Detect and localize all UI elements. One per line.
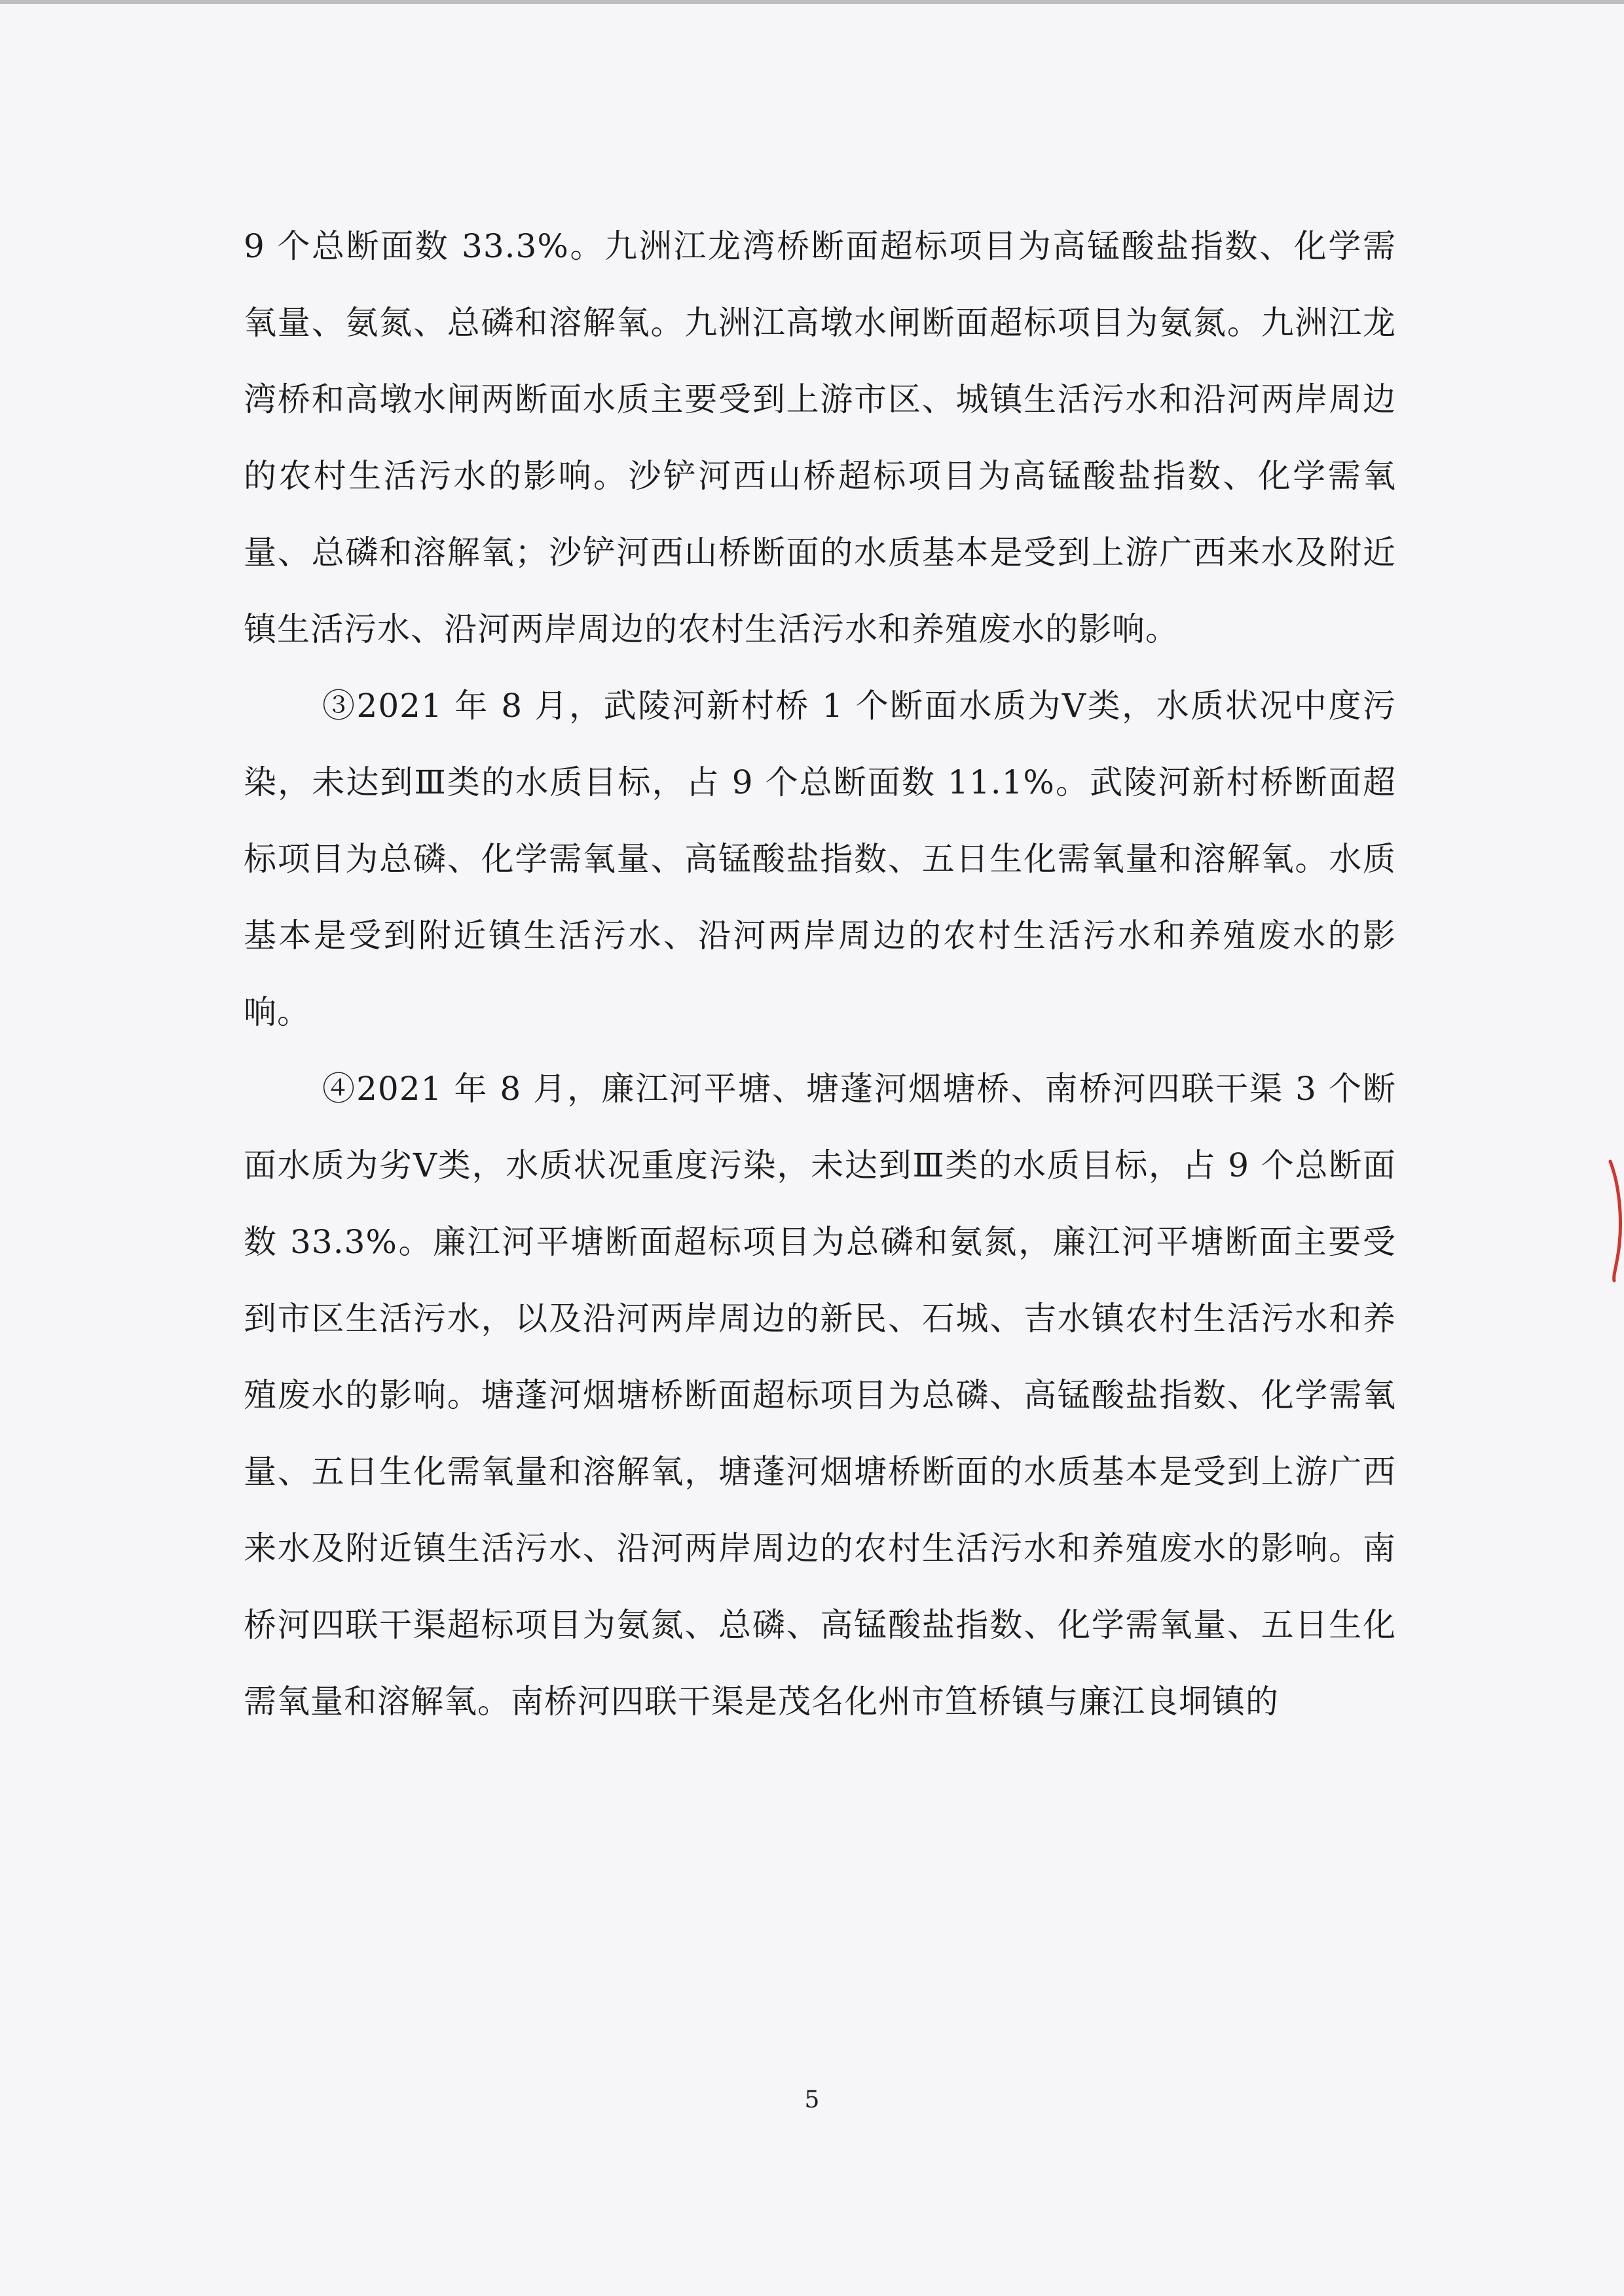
- red-margin-mark: [1608, 1159, 1624, 1283]
- paragraph-item-4: ④2021 年 8 月，廉江河平塘、塘蓬河烟塘桥、南桥河四联干渠 3 个断面水质为劣Ⅴ类，水质状况重度污染，未达到Ⅲ类的水质目标，占 9 个总断面数 33.3%。廉江河平塘断面超标项目为总磷和氨氮，廉江河平塘断面主要受到市区生活污水，以及沿河两岸周边的新民、石城、吉水镇农村生活污水和养殖废水的影响。塘蓬河烟塘桥断面超标项目为总磷、高锰酸盐指数、化学需氧量、五日生化需氧量和溶解氧，塘蓬河烟塘桥断面的水质基本是受到上游广西来水及附近镇生活污水、沿河两岸周边的农村生活污水和养殖废水的影响。南桥河四联干渠超标项目为氨氮、总磷、高锰酸盐指数、化学需氧量、五日生化需氧量和溶解氧。南桥河四联干渠是茂名化州市笪桥镇与廉江良垌镇的: [244, 1070, 1396, 1721]
- page-number: 5: [804, 2086, 820, 2113]
- body-text: [244, 208, 1396, 1740]
- paragraph-item-3: ③2021 年 8 月，武陵河新村桥 1 个断面水质为Ⅴ类，水质状况中度污染，未达到Ⅲ类的水质目标，占 9 个总断面数 11.1%。武陵河新村桥断面超标项目为总磷、化学需氧量、高锰酸盐指数、五日生化需氧量和溶解氧。水质基本是受到附近镇生活污水、沿河两岸周边的农村生活污水和养殖废水的影响。: [244, 687, 1396, 1031]
- paragraph-continued: 9 个总断面数 33.3%。九洲江龙湾桥断面超标项目为高锰酸盐指数、化学需氧量、氨氮、总磷和溶解氧。九洲江高墩水闸断面超标项目为氨氮。九洲江龙湾桥和高墩水闸两断面水质主要受到上游市区、城镇生活污水和沿河两岸周边的农村生活污水的影响。沙铲河西山桥超标项目为高锰酸盐指数、化学需氧量、总磷和溶解氧；沙铲河西山桥断面的水质基本是受到上游广西来水及附近镇生活污水、沿河两岸周边的农村生活污水和养殖废水的影响。: [244, 227, 1396, 648]
- scan-edge: [0, 0, 1624, 4]
